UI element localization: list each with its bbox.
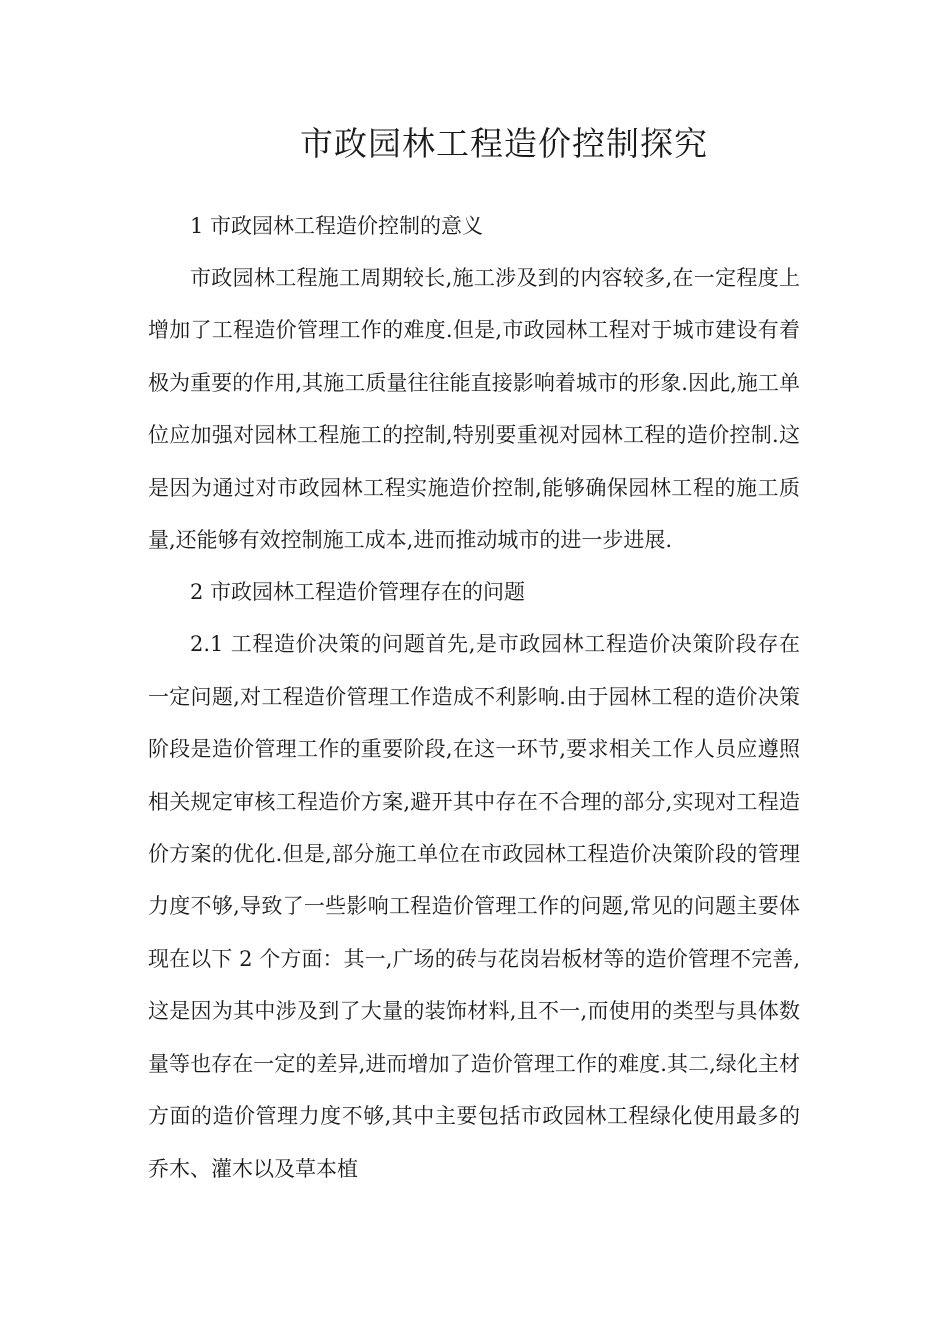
section-heading-1: 1 市政园林工程造价控制的意义 [190, 214, 484, 238]
document-page [148, 118, 800, 1195]
section-heading-2: 2 市政园林工程造价管理存在的问题 [190, 580, 526, 605]
paragraph-1: 市政园林工程施工周期较长,施工涉及到的内容较多,在一定程度上增加了工程造价管理工作的难度.但是,市政园林工程对于城市建设有着极为重要的作用,其施工质量往往能直接影响着城市的形象.因此,施工单位应加强对园林工程施工的控制,特别要重视对园林工程的造价控制.这是因为通过对市政园林工程实施造价控制,能够确保园林工程的施工质量,还能够有效控制施工成本,进而推动城市的进一步进展. [148, 266, 800, 553]
paragraph-2: 2.1 工程造价决策的问题首先,是市政园林工程造价决策阶段存在一定问题,对工程造价管理工作造成不利影响.由于园林工程的造价决策阶段是造价管理工作的重要阶段,在这一环节,要求相关工作人员应遵照相关规定审核工程造价方案,避开其中存在不合理的部分,实现对工程造价方案的优化.但是,部分施工单位在市政园林工程造价决策阶段的管理力度不够,导致了一些影响工程造价管理工作的问题,常见的问题主要体现在以下 2 个方面：其一,广场的砖与花岗岩板材等的造价管理不完善,这是因为其中涉及到了大量的装饰材料,且不一,而使用的类型与具体数量等也存在一定的差异,进而增加了造价管理工作的难度.其二,绿化主材方面的造价管理力度不够,其中主要包括市政园林工程绿化使用最多的乔木、灌木以及草本植 [148, 632, 800, 1181]
document-title: 市政园林工程造价控制探究 [300, 124, 708, 163]
